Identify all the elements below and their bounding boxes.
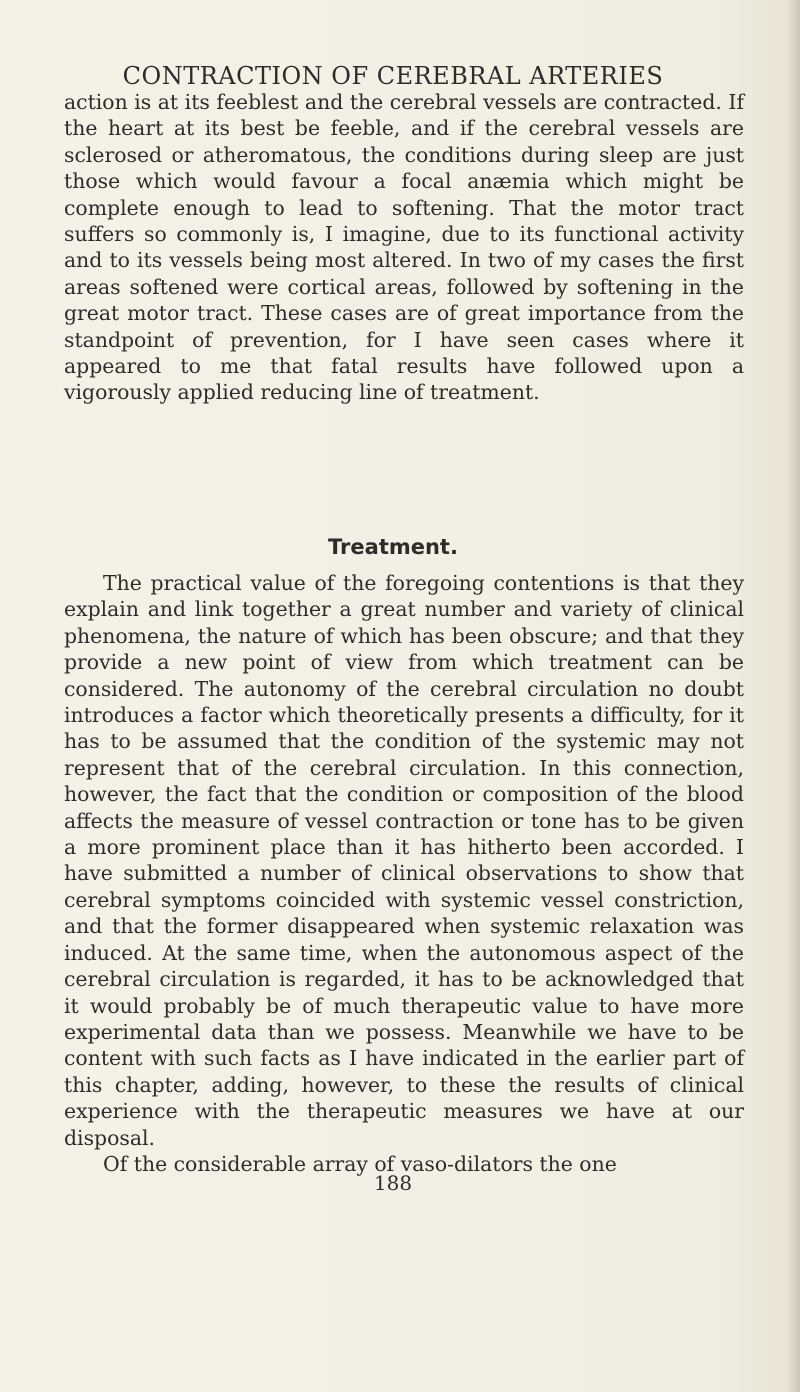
paragraph-1: action is at its feeblest and the cerebral vessels are contracted. If the heart at its best be feeble, and if the cerebral vessels are sclerosed or atheromatous, the conditions during sleep are just those which would favour a focal anæmia which might be complete enough to lead to softening. That the motor tract suffers so commonly is, I imagine, due to its functional activity and to its vessels being most altered. In two of my cases the first areas softened were cortical areas, followed by softening in the great motor tract. These cases are of great importance from the standpoint of prevention, for I have seen cases where it appeared to me that fatal results have followed upon a vigorously applied reducing line of treatment. [64,90,744,405]
paragraph-3: Of the considerable array of vaso-dilators the one [103,1152,617,1176]
section-heading: Treatment. [328,535,458,559]
page-number: 188 [373,1171,413,1195]
running-head: CONTRACTION OF CEREBRAL ARTERIES [122,62,664,90]
paragraph-2: The practical value of the foregoing contentions is that they explain and link together a great number and variety of clinical phenomena, the nature of which has been obscure; and that they provide a new point of view from which treatment can be considered. The autonomy of the cerebral circulation no doubt introduces a factor which theoretically presents a difficulty, for it has to be assumed that the condition of the systemic may not represent that of the cerebral circulation. In this connection, however, the fact that the condition or composition of the blood affects the measure of vessel contraction or tone has to be given a more prominent place than it has hitherto been accorded. I have submitted a number of clinical observations to show that cerebral symptoms coincided with systemic vessel constriction, and that the former disappeared when systemic relaxation was induced. At the same time, when the autonomous aspect of the cerebral circulation is regarded, it has to be acknowledged that it would probably be of much therapeutic value to have more experimental data than we possess. Meanwhile we have to be content with such facts as I have indicated in the earlier part of this chapter, adding, however, to these the results of clinical experience with the therapeutic measures we have at our disposal. [64,571,744,1150]
